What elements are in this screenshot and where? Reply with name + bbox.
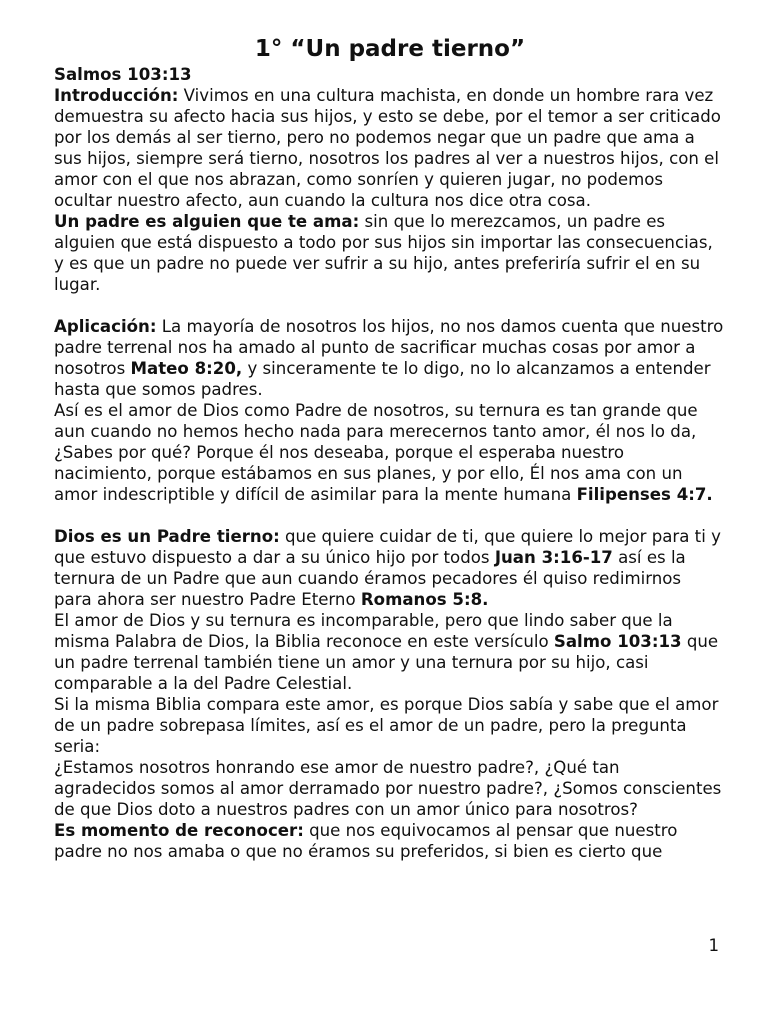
tender-father-reference-a: Juan 3:16-17 [494, 548, 613, 567]
bible-compares-paragraph [54, 694, 724, 757]
gods-love-paragraph [54, 400, 724, 505]
father-loves-label: Un padre es alguien que te ama: [54, 212, 360, 231]
document-title: 1° “Un padre tierno” [254, 36, 526, 62]
page-number: 1 [708, 936, 719, 955]
application-text-a: La mayoría de nosotros los hijos, no nos damos cuenta que nuestro padre terrenal nos ha amado al punto de sacrificar muchas cosas por amor a nosotros [54, 317, 724, 378]
application-text-b: y sinceramente te lo digo, no lo alcanzamos a entender hasta que somos padres. [54, 359, 711, 399]
document-page [54, 34, 724, 862]
application-paragraph [54, 316, 724, 400]
bible-compares-text: Si la misma Biblia compara este amor, es porque Dios sabía y sabe que el amor de un padre sobrepasa límites, así es el amor de un padre, pero la pregunta seria: [54, 695, 719, 756]
paragraph-gap [54, 505, 724, 526]
incomparable-love-paragraph [54, 610, 724, 694]
recognize-paragraph [54, 820, 724, 862]
questions-paragraph [54, 757, 724, 820]
incomparable-love-text-a: El amor de Dios y su ternura es incomparable, pero que lindo saber que la misma Palabra de Dios, la Biblia reconoce en este versículo [54, 611, 673, 651]
recognize-text: que nos equivocamos al pensar que nuestro padre no nos amaba o que no éramos su preferidos, si bien es cierto que [54, 821, 678, 861]
introduction-label: Introducción: [54, 86, 179, 105]
recognize-label: Es momento de reconocer: [54, 821, 304, 840]
tender-father-label: Dios es un Padre tierno: [54, 527, 280, 546]
tender-father-text-a: que quiere cuidar de ti, que quiere lo mejor para ti y que estuvo dispuesto a dar a su único hijo por todos [54, 527, 721, 567]
tender-father-text-b: así es la ternura de un Padre que aun cuando éramos pecadores él quiso redimirnos para ahora ser nuestro Padre Eterno [54, 548, 686, 609]
father-loves-text: sin que lo merezcamos, un padre es alguien que está dispuesto a todo por sus hijos sin importar las consecuencias, y es que un padre no puede ver sufrir a su hijo, antes preferiría sufrir el en su lugar. [54, 212, 713, 294]
application-label: Aplicación: [54, 317, 157, 336]
gods-love-reference: Filipenses 4:7. [576, 485, 713, 504]
gods-love-text: Así es el amor de Dios como Padre de nosotros, su ternura es tan grande que aun cuando no hemos hecho nada para merecernos tanto amor, él nos lo da, ¿Sabes por qué? Porque él nos deseaba, porque el esperaba nuestro nacimiento, porque estábamos en sus planes, y por ello, Él nos ama con un amor indescriptible y difícil de asimilar para la mente humana [54, 401, 698, 504]
paragraph-gap [54, 295, 724, 316]
scripture-reference: Salmos 103:13 [54, 65, 192, 84]
incomparable-love-reference: Salmo 103:13 [553, 632, 682, 651]
tender-father-paragraph [54, 526, 724, 610]
application-reference: Mateo 8:20, [130, 359, 243, 378]
father-loves-paragraph [54, 211, 724, 295]
tender-father-reference-b: Romanos 5:8. [360, 590, 489, 609]
introduction-text: Vivimos en una cultura machista, en donde un hombre rara vez demuestra su afecto hacia sus hijos, y esto se debe, por el temor a ser criticado por los demás al ser tierno, pero no podemos negar que un padre que ama a sus hijos, siempre será tierno, nosotros los padres al ver a nuestros hijos, con el amor con el que nos abrazan, como sonríen y quieren jugar, no podemos ocultar nuestro afecto, aun cuando la cultura nos dice otra cosa. [54, 86, 721, 210]
incomparable-love-text-b: que un padre terrenal también tiene un amor y una ternura por su hijo, casi comparable a la del Padre Celestial. [54, 632, 719, 693]
questions-text: ¿Estamos nosotros honrando ese amor de nuestro padre?, ¿Qué tan agradecidos somos al amor derramado por nuestro padre?, ¿Somos conscientes de que Dios doto a nuestros padres con un amor único para nosotros? [54, 758, 722, 819]
introduction-paragraph [54, 85, 724, 211]
